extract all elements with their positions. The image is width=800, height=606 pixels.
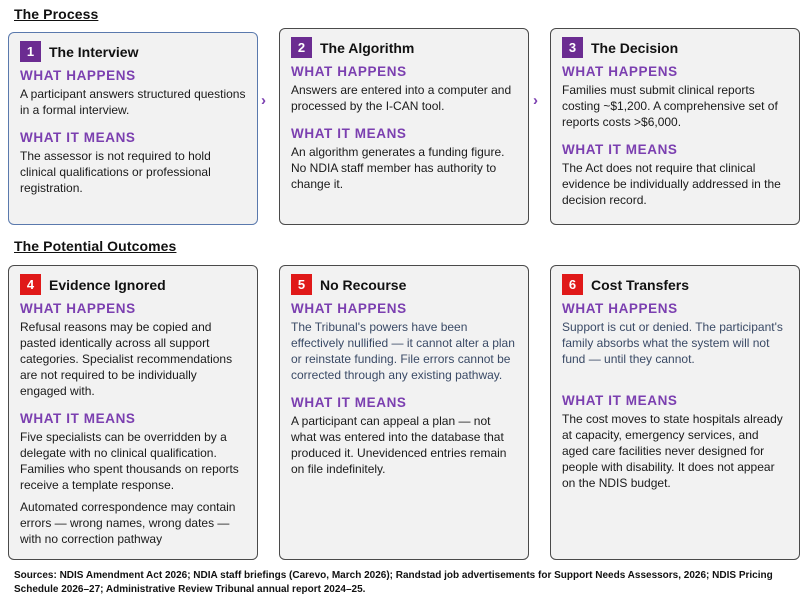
what-it-means-text: A participant can appeal a plan — not what was entered into the database that produced it. Unevidenced entries remain on file indefinitely. (291, 414, 507, 476)
what-happens-label: WHAT HAPPENS (562, 64, 678, 79)
what-happens-text: A participant answers structured questions in a formal interview. (20, 87, 246, 117)
what-happens-text: Answers are entered into a computer and processed by the I-CAN tool. (291, 83, 512, 113)
what-it-means-text: The cost moves to state hospitals already at capacity, emergency services, and aged care facilities never designed for people with disability. It does not appear on the NDIS budget. (562, 412, 783, 490)
what-it-means-label: WHAT IT MEANS (20, 411, 136, 426)
card-interview (8, 32, 258, 225)
card-title: Cost Transfers (591, 276, 690, 293)
card-cost-transfers (550, 265, 800, 560)
what-happens-label: WHAT HAPPENS (291, 64, 407, 79)
card-no-recourse (279, 265, 529, 560)
what-it-means-text: The assessor is not required to hold clinical qualifications or professional registration. (20, 149, 211, 195)
what-it-means-label: WHAT IT MEANS (20, 130, 136, 145)
card-header (20, 41, 246, 62)
card-decision (550, 28, 800, 225)
outcome-number-badge: 4 (20, 274, 41, 295)
what-it-means-label: WHAT IT MEANS (291, 126, 407, 141)
what-happens-label: WHAT HAPPENS (562, 301, 678, 316)
what-happens-label: WHAT HAPPENS (20, 68, 136, 83)
step-number-badge: 1 (20, 41, 41, 62)
card-title: No Recourse (320, 276, 407, 293)
card-title: The Decision (591, 39, 679, 56)
card-title: The Interview (49, 43, 139, 60)
what-it-means-label: WHAT IT MEANS (562, 393, 678, 408)
card-title: Evidence Ignored (49, 276, 166, 293)
chevron-right-icon: › (261, 92, 266, 109)
sources-footnote: Sources: NDIS Amendment Act 2026; NDIA staff briefings (Carevo, March 2026); Randstad job advertisements for Support Needs Assessors, 2026; NDIS Pricing Schedule 2026–27; Administrative Review Tribunal annual report 2024–25. (14, 570, 773, 595)
card-title: The Algorithm (320, 39, 415, 56)
step-number-badge: 2 (291, 37, 312, 58)
outcomes-section-title: The Potential Outcomes (14, 238, 177, 254)
what-it-means-text: The Act does not require that clinical evidence be individually addressed in the decision record. (562, 161, 781, 207)
card-header (20, 274, 246, 295)
card-evidence-ignored (8, 265, 258, 560)
card-header (291, 37, 517, 58)
chevron-right-icon: › (533, 92, 538, 109)
card-header (291, 274, 517, 295)
additional-note-text: Automated correspondence may contain errors — wrong names, wrong dates — with no correction pathway (20, 500, 236, 546)
process-section-title: The Process (14, 6, 99, 22)
what-happens-label: WHAT HAPPENS (20, 301, 136, 316)
outcome-number-badge: 5 (291, 274, 312, 295)
what-happens-label: WHAT HAPPENS (291, 301, 407, 316)
what-it-means-label: WHAT IT MEANS (562, 142, 678, 157)
what-it-means-label: WHAT IT MEANS (291, 395, 407, 410)
what-happens-text: The Tribunal's powers have been effectively nullified — it cannot alter a plan or reinstate funding. File errors cannot be corrected through any existing pathway. (291, 320, 515, 382)
what-happens-text: Support is cut or denied. The participant's family absorbs what the system will not fund — until they cannot. (562, 320, 783, 366)
card-header (562, 37, 788, 58)
card-header (562, 274, 788, 295)
what-happens-text: Refusal reasons may be copied and pasted identically across all support categories. Specialist recommendations are not required to be individually engaged with. (20, 320, 233, 398)
outcome-number-badge: 6 (562, 274, 583, 295)
what-it-means-text: An algorithm generates a funding figure. No NDIA staff member has authority to change it. (291, 145, 505, 191)
what-it-means-text: Five specialists can be overridden by a delegate with no clinical qualification. Families who spent thousands on reports receive a template response. (20, 430, 239, 492)
what-happens-text: Families must submit clinical reports costing ~$1,200. A comprehensive set of reports costs >$6,000. (562, 83, 778, 129)
step-number-badge: 3 (562, 37, 583, 58)
card-algorithm (279, 28, 529, 225)
